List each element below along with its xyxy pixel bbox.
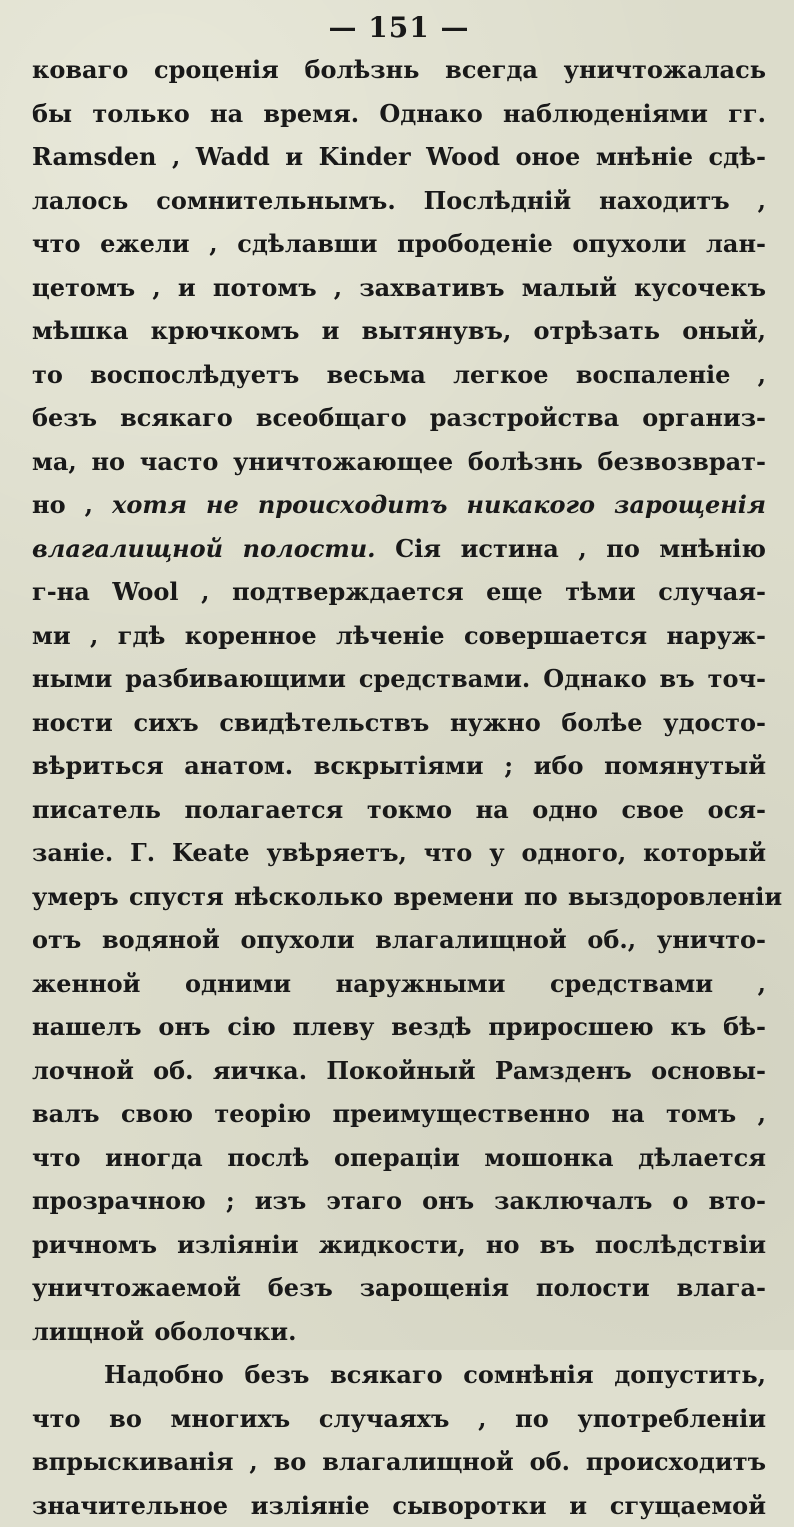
body-text — [32, 48, 766, 1527]
text-line: ма, но часто уничтожающее болѣзнь безвозврат- — [32, 440, 766, 484]
text-line: цетомъ , и потомъ , захвативъ малый кусочекъ — [32, 266, 766, 310]
text-line: безъ всякаго всеобщаго разстройства организ- — [32, 396, 766, 440]
text-line: Ramsden , Wadd и Kinder Wood оное мнѣніе сдѣ- — [32, 135, 766, 179]
text-line: бы только на время. Однако наблюденіями гг. — [32, 92, 766, 136]
paragraph-start-line: Надобно безъ всякаго сомнѣнія допустить, — [32, 1353, 766, 1397]
text-line: женной одними наружными средствами , — [32, 962, 766, 1006]
text-line: вѣриться анатом. вскрытіями ; ибо помянутый — [32, 744, 766, 788]
text-line: то воспослѣдуетъ весьма легкое воспаленіе , — [32, 353, 766, 397]
page-number: — 151 — — [32, 8, 766, 48]
text-line: что во многихъ случаяхъ , по употребленіи — [32, 1397, 766, 1441]
text-line: г-на Wool , подтверждается еще тѣми случая- — [32, 570, 766, 614]
plain-text-segment: Сія истина , по мнѣнію — [376, 534, 766, 563]
text-line: валъ свою теорію преимущественно на томъ , — [32, 1092, 766, 1136]
text-line: прозрачною ; изъ этаго онъ заключалъ о вто- — [32, 1179, 766, 1223]
text-line: уничтожаемой безъ зарощенія полости влага- — [32, 1266, 766, 1310]
text-line: лочной об. яичка. Покойный Рамзденъ основы- — [32, 1049, 766, 1093]
text-line: коваго сроценія болѣзнь всегда уничтожалась — [32, 48, 766, 92]
italic-text-segment: хотя не происходитъ никакого зарощенія — [112, 490, 766, 519]
text-line: что иногда послѣ операціи мошонка дѣлается — [32, 1136, 766, 1180]
text-line: лалось сомнительнымъ. Послѣдній находитъ , — [32, 179, 766, 223]
text-line: писатель полагается токмо на одно свое ося- — [32, 788, 766, 832]
text-line: значительное изліяніе сыворотки и сгущаемой — [32, 1484, 766, 1527]
text-line: впрыскиванія , во влагалищной об. происходитъ — [32, 1440, 766, 1484]
text-line: ности сихъ свидѣтельствъ нужно болѣе удосто- — [32, 701, 766, 745]
italic-text-segment: влагалищной полости. — [32, 534, 376, 563]
text-line: лищной оболочки. — [32, 1310, 766, 1354]
text-line: отъ водяной опухоли влагалищной об., уничто- — [32, 918, 766, 962]
text-line: умеръ спустя нѣсколько времени по выздоровленіи — [32, 875, 766, 919]
text-line: мѣшка крючкомъ и вытянувъ, отрѣзать оный, — [32, 309, 766, 353]
text-line: заніе. Г. Keate увѣряетъ, что у одного, который — [32, 831, 766, 875]
text-line-mixed — [32, 483, 766, 527]
text-line: нашелъ онъ сію плеву вездѣ приросшею къ бѣ- — [32, 1005, 766, 1049]
text-line: ми , гдѣ коренное лѣченіе совершается наруж- — [32, 614, 766, 658]
text-line: ричномъ изліяніи жидкости, но въ послѣдствіи — [32, 1223, 766, 1267]
text-line-mixed — [32, 527, 766, 571]
text-line: ными разбивающими средствами. Однако въ точ- — [32, 657, 766, 701]
plain-text-segment: но , — [32, 490, 112, 519]
text-line: что ежели , сдѣлавши прободеніе опухоли лан- — [32, 222, 766, 266]
